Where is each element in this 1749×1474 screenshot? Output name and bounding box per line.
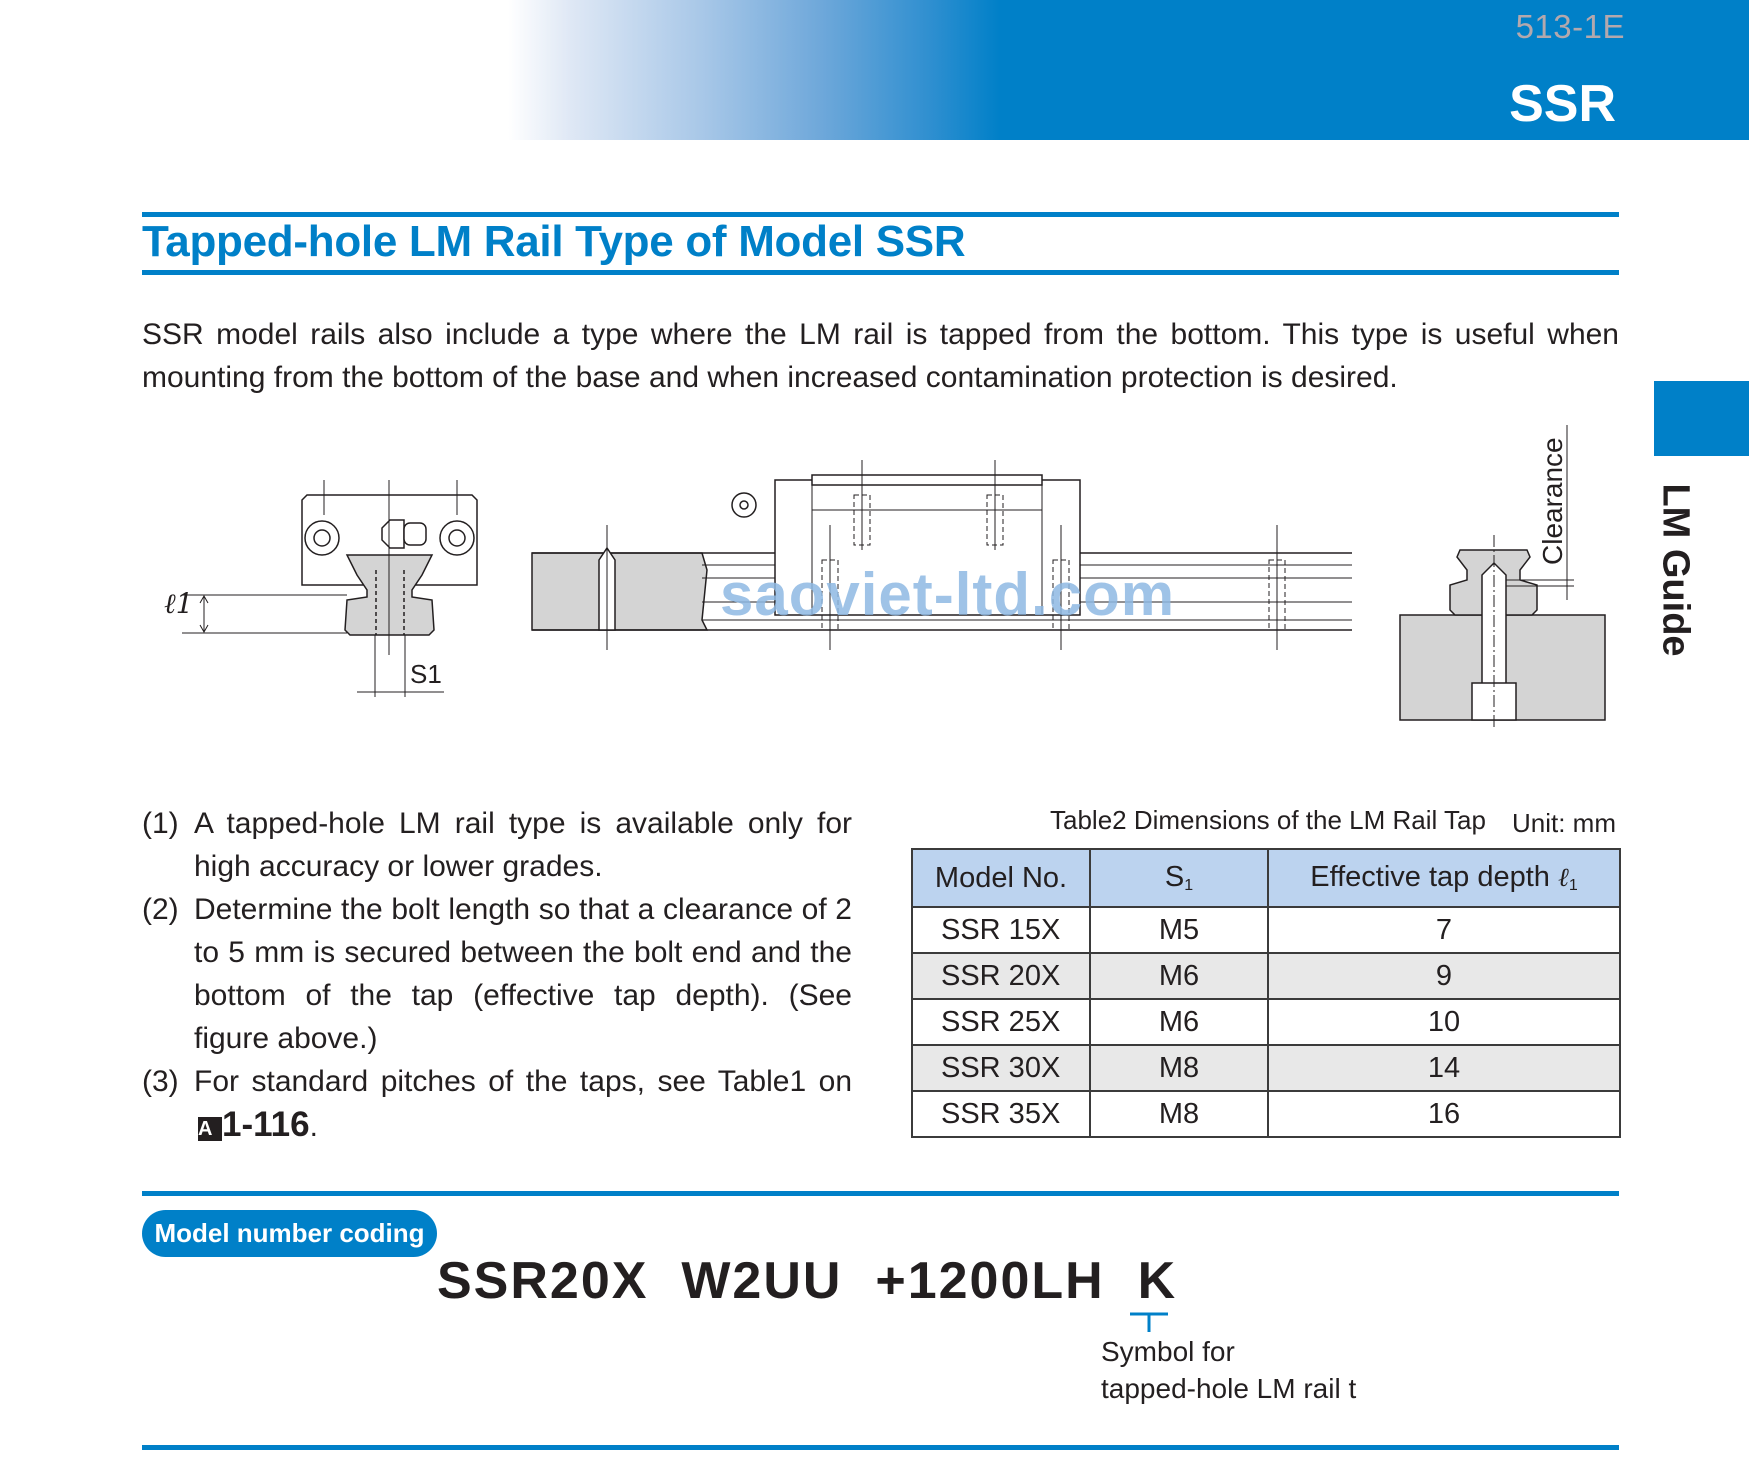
clearance-label: Clearance xyxy=(1537,437,1568,565)
table-row xyxy=(912,953,1620,999)
note-text: A tapped-hole LM rail type is available only for high accuracy or lower grades. xyxy=(194,807,852,883)
cell-depth: 7 xyxy=(1268,907,1620,953)
header-s1-sub: 1 xyxy=(1184,877,1194,894)
note-number: (2) xyxy=(142,893,179,926)
bolt-clearance-figure xyxy=(1400,425,1605,730)
cell-s1: M8 xyxy=(1090,1091,1268,1137)
cell-s1: M5 xyxy=(1090,907,1268,953)
header-depth-main: Effective tap depth xyxy=(1310,861,1558,893)
note-item xyxy=(142,1060,852,1148)
header-s1-main: S xyxy=(1164,861,1185,893)
cell-depth: 9 xyxy=(1268,953,1620,999)
header-depth-sub: 1 xyxy=(1568,877,1578,894)
s1-label: S1 xyxy=(410,659,442,689)
table-row xyxy=(912,1091,1620,1137)
table-row xyxy=(912,907,1620,953)
table-row xyxy=(912,1045,1620,1091)
table-header-row xyxy=(912,849,1620,907)
title-rule-bottom xyxy=(142,270,1619,275)
header-depth-symbol: ℓ xyxy=(1558,863,1569,893)
cell-s1: M8 xyxy=(1090,1045,1268,1091)
l1-label: ℓ1 xyxy=(164,587,194,620)
page-reference-link[interactable]: 1-116 xyxy=(222,1105,310,1144)
page-number: 513-1E xyxy=(1515,8,1625,45)
coding-rule-bottom xyxy=(142,1445,1619,1450)
note-text-wrapper xyxy=(194,1060,852,1148)
header-depth xyxy=(1268,849,1620,907)
note-item xyxy=(142,802,852,888)
section-title: Tapped-hole LM Rail Type of Model SSR xyxy=(142,217,966,266)
watermark: saoviet-ltd.com xyxy=(720,561,1176,628)
model-code-string: SSR20X W2UU +1200LH K xyxy=(437,1252,1178,1310)
symbol-line-1: Symbol for xyxy=(1101,1336,1235,1367)
table-caption: Table2 Dimensions of the LM Rail Tap xyxy=(1050,805,1486,835)
cell-s1: M6 xyxy=(1090,999,1268,1045)
note-end: . xyxy=(309,1110,318,1143)
side-tab-label-text: LM Guide xyxy=(1654,483,1697,657)
note-number: (3) xyxy=(142,1065,179,1098)
note-number: (1) xyxy=(142,807,179,840)
note-text: Determine the bolt length so that a clearance of 2 to 5 mm is secured between the bolt end and the bottom of the tap (effective tap depth). (See figure above.) xyxy=(194,893,852,1055)
cell-depth: 16 xyxy=(1268,1091,1620,1137)
model-coding-badge: Model number coding xyxy=(142,1210,437,1257)
table-row xyxy=(912,999,1620,1045)
symbol-description xyxy=(1101,1333,1356,1407)
base-section xyxy=(532,553,707,630)
cell-model: SSR 25X xyxy=(912,999,1090,1045)
section-a-icon: A xyxy=(198,1117,222,1141)
intro-paragraph: SSR model rails also include a type where the LM rail is tapped from the bottom. This type is useful when mounting from the bottom of the base and when increased contamination protection is desired. xyxy=(142,318,1619,394)
note-item xyxy=(142,888,852,1060)
cell-model: SSR 30X xyxy=(912,1045,1090,1091)
cell-depth: 10 xyxy=(1268,999,1620,1045)
side-tab-label xyxy=(1640,485,1710,655)
header-band xyxy=(0,0,1749,140)
notes-list xyxy=(142,802,852,1148)
coding-rule-top xyxy=(142,1191,1619,1196)
cell-model: SSR 35X xyxy=(912,1091,1090,1137)
cell-s1: M6 xyxy=(1090,953,1268,999)
cell-model: SSR 20X xyxy=(912,953,1090,999)
symbol-line-2: tapped-hole LM rail t xyxy=(1101,1373,1357,1404)
cell-model: SSR 15X xyxy=(912,907,1090,953)
side-tab[interactable] xyxy=(1654,381,1749,456)
series-title: SSR xyxy=(1509,75,1616,133)
note-text: For standard pitches of the taps, see Table1 on xyxy=(194,1065,852,1098)
header-s1 xyxy=(1090,849,1268,907)
table-unit: Unit: mm xyxy=(1512,808,1616,838)
header-model: Model No. xyxy=(912,849,1090,907)
dimensions-table xyxy=(911,848,1621,1138)
cell-depth: 14 xyxy=(1268,1045,1620,1091)
